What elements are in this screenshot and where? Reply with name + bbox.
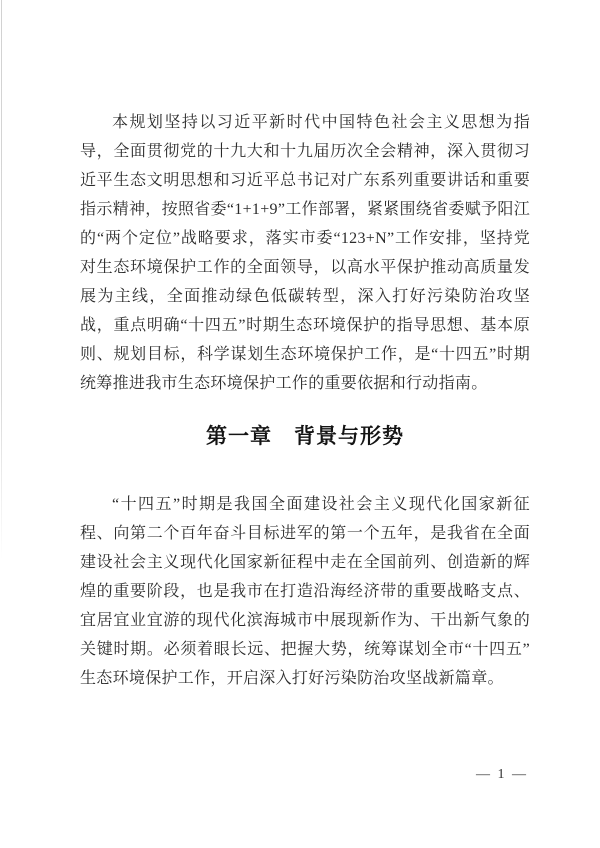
scan-edge-artifact xyxy=(1,0,2,560)
background-paragraph: “十四五”时期是我国全面建设社会主义现代化国家新征程、向第二个百年奋斗目标进军的第一个五年，是我省在全面建设社会主义现代化国家新征程中走在全国前列、创造新的辉煌的重要阶段，也是我市在打造沿海经济带的重要战略支点、宜居宜业宜游的现代化滨海城市中展现新作为、干出新气象的关键时期。必须着眼长远、把握大势，统筹谋划全市“十四五”生态环境保护工作，开启深入打好污染防治攻坚战新篇章。 xyxy=(80,496,530,687)
page-number: — 1 — xyxy=(476,767,528,782)
intro-paragraph: 本规划坚持以习近平新时代中国特色社会主义思想为指导，全面贯彻党的十九大和十九届历次全会精神，深入贯彻习近平生态文明思想和习近平总书记对广东系列重要讲话和重要指示精神，按照省委“1+1+9”工作部署，紧紧围绕省委赋予阳江的“两个定位”战略要求，落实市委“123+N”工作安排，坚持党对生态环境保护工作的全面领导，以高水平保护推动高质量发展为主线，全面推动绿色低碳转型，深入打好污染防治攻坚战，重点明确“十四五”时期生态环境保护的指导思想、基本原则、规划目标，科学谋划生态环境保护工作，是“十四五”时期统筹推进我市生态环境保护工作的重要依据和行动指南。 xyxy=(80,114,530,392)
document-content xyxy=(80,108,530,693)
chapter-heading: 第一章 背景与形势 xyxy=(206,424,404,448)
